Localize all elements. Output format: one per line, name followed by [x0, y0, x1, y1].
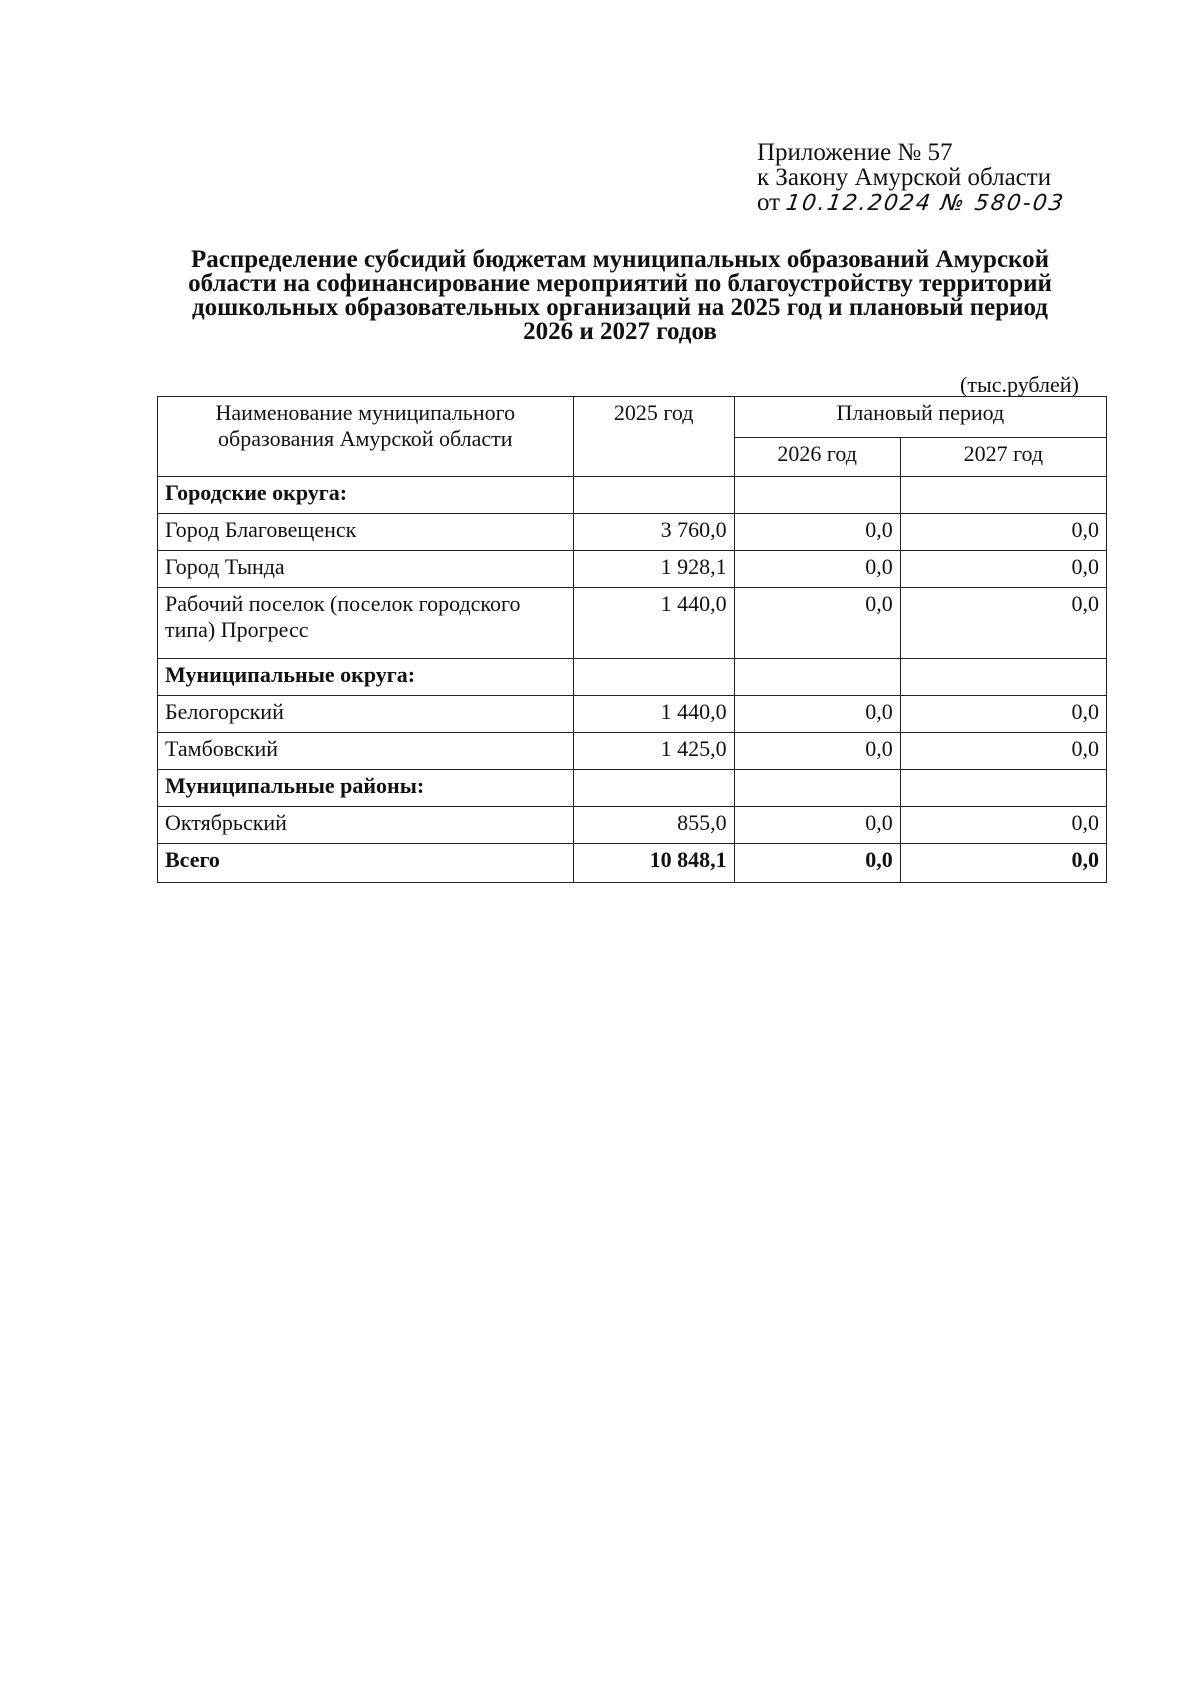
table-row [158, 733, 1107, 770]
group-row-city-districts [158, 477, 1107, 514]
row-name: Город Благовещенск [158, 514, 574, 551]
table-row [158, 807, 1107, 844]
total-2025: 10 848,1 [573, 844, 734, 883]
total-2027: 0,0 [900, 844, 1106, 883]
row-2025: 3 760,0 [573, 514, 734, 551]
row-2027: 0,0 [900, 588, 1106, 659]
row-name: Октябрьский [158, 807, 574, 844]
document-title: Распределение субсидий бюджетам муниципальных образований Амурской области на софинансирование мероприятий по благоустройству территорий дошкольных образовательных организаций на 2025 год и плановый период 2026 и 2027 годов [188, 246, 1052, 345]
row-2026: 0,0 [734, 696, 900, 733]
total-2026: 0,0 [734, 844, 900, 883]
appendix-block [757, 140, 1065, 216]
row-2025: 1 425,0 [573, 733, 734, 770]
header-2025: 2025 год [573, 397, 734, 477]
row-2027: 0,0 [900, 696, 1106, 733]
group-row-municipal-districts [158, 659, 1107, 696]
row-2026: 0,0 [734, 588, 900, 659]
total-label: Всего [158, 844, 574, 883]
group-label: Городские округа: [158, 477, 574, 514]
row-name: Рабочий поселок (поселок городского типа) Прогресс [158, 588, 574, 659]
units-label: (тыс.рублей) [960, 372, 1079, 397]
row-2027: 0,0 [900, 514, 1106, 551]
row-2026: 0,0 [734, 733, 900, 770]
table-row [158, 551, 1107, 588]
group-label: Муниципальные районы: [158, 770, 574, 807]
row-2025: 1 440,0 [573, 696, 734, 733]
row-2025: 855,0 [573, 807, 734, 844]
appendix-date-prefix: от [757, 189, 781, 216]
table-row [158, 588, 1107, 659]
row-2027: 0,0 [900, 551, 1106, 588]
table-row [158, 696, 1107, 733]
table-row [158, 514, 1107, 551]
row-2025: 1 928,1 [573, 551, 734, 588]
table-header-row [158, 397, 1107, 438]
row-2025: 1 440,0 [573, 588, 734, 659]
handwritten-date-number: 10.12.2024 № 580-03 [784, 191, 1067, 216]
header-planned-period: Плановый период [734, 397, 1106, 438]
group-label: Муниципальные округа: [158, 659, 574, 696]
appendix-law: к Закону Амурской области [757, 164, 1052, 191]
row-name: Тамбовский [158, 733, 574, 770]
group-row-municipal-regions [158, 770, 1107, 807]
appendix-number: Приложение № 57 [757, 139, 953, 166]
total-row [158, 844, 1107, 883]
appendix-date-line [757, 190, 1065, 216]
row-2026: 0,0 [734, 514, 900, 551]
header-2026: 2026 год [734, 438, 900, 477]
header-name: Наименование муниципального образования Амурской области [158, 397, 574, 477]
row-2027: 0,0 [900, 733, 1106, 770]
row-name: Белогорский [158, 696, 574, 733]
subsidy-table [157, 396, 1107, 883]
row-2026: 0,0 [734, 807, 900, 844]
row-2027: 0,0 [900, 807, 1106, 844]
row-name: Город Тында [158, 551, 574, 588]
header-2027: 2027 год [900, 438, 1106, 477]
row-2026: 0,0 [734, 551, 900, 588]
